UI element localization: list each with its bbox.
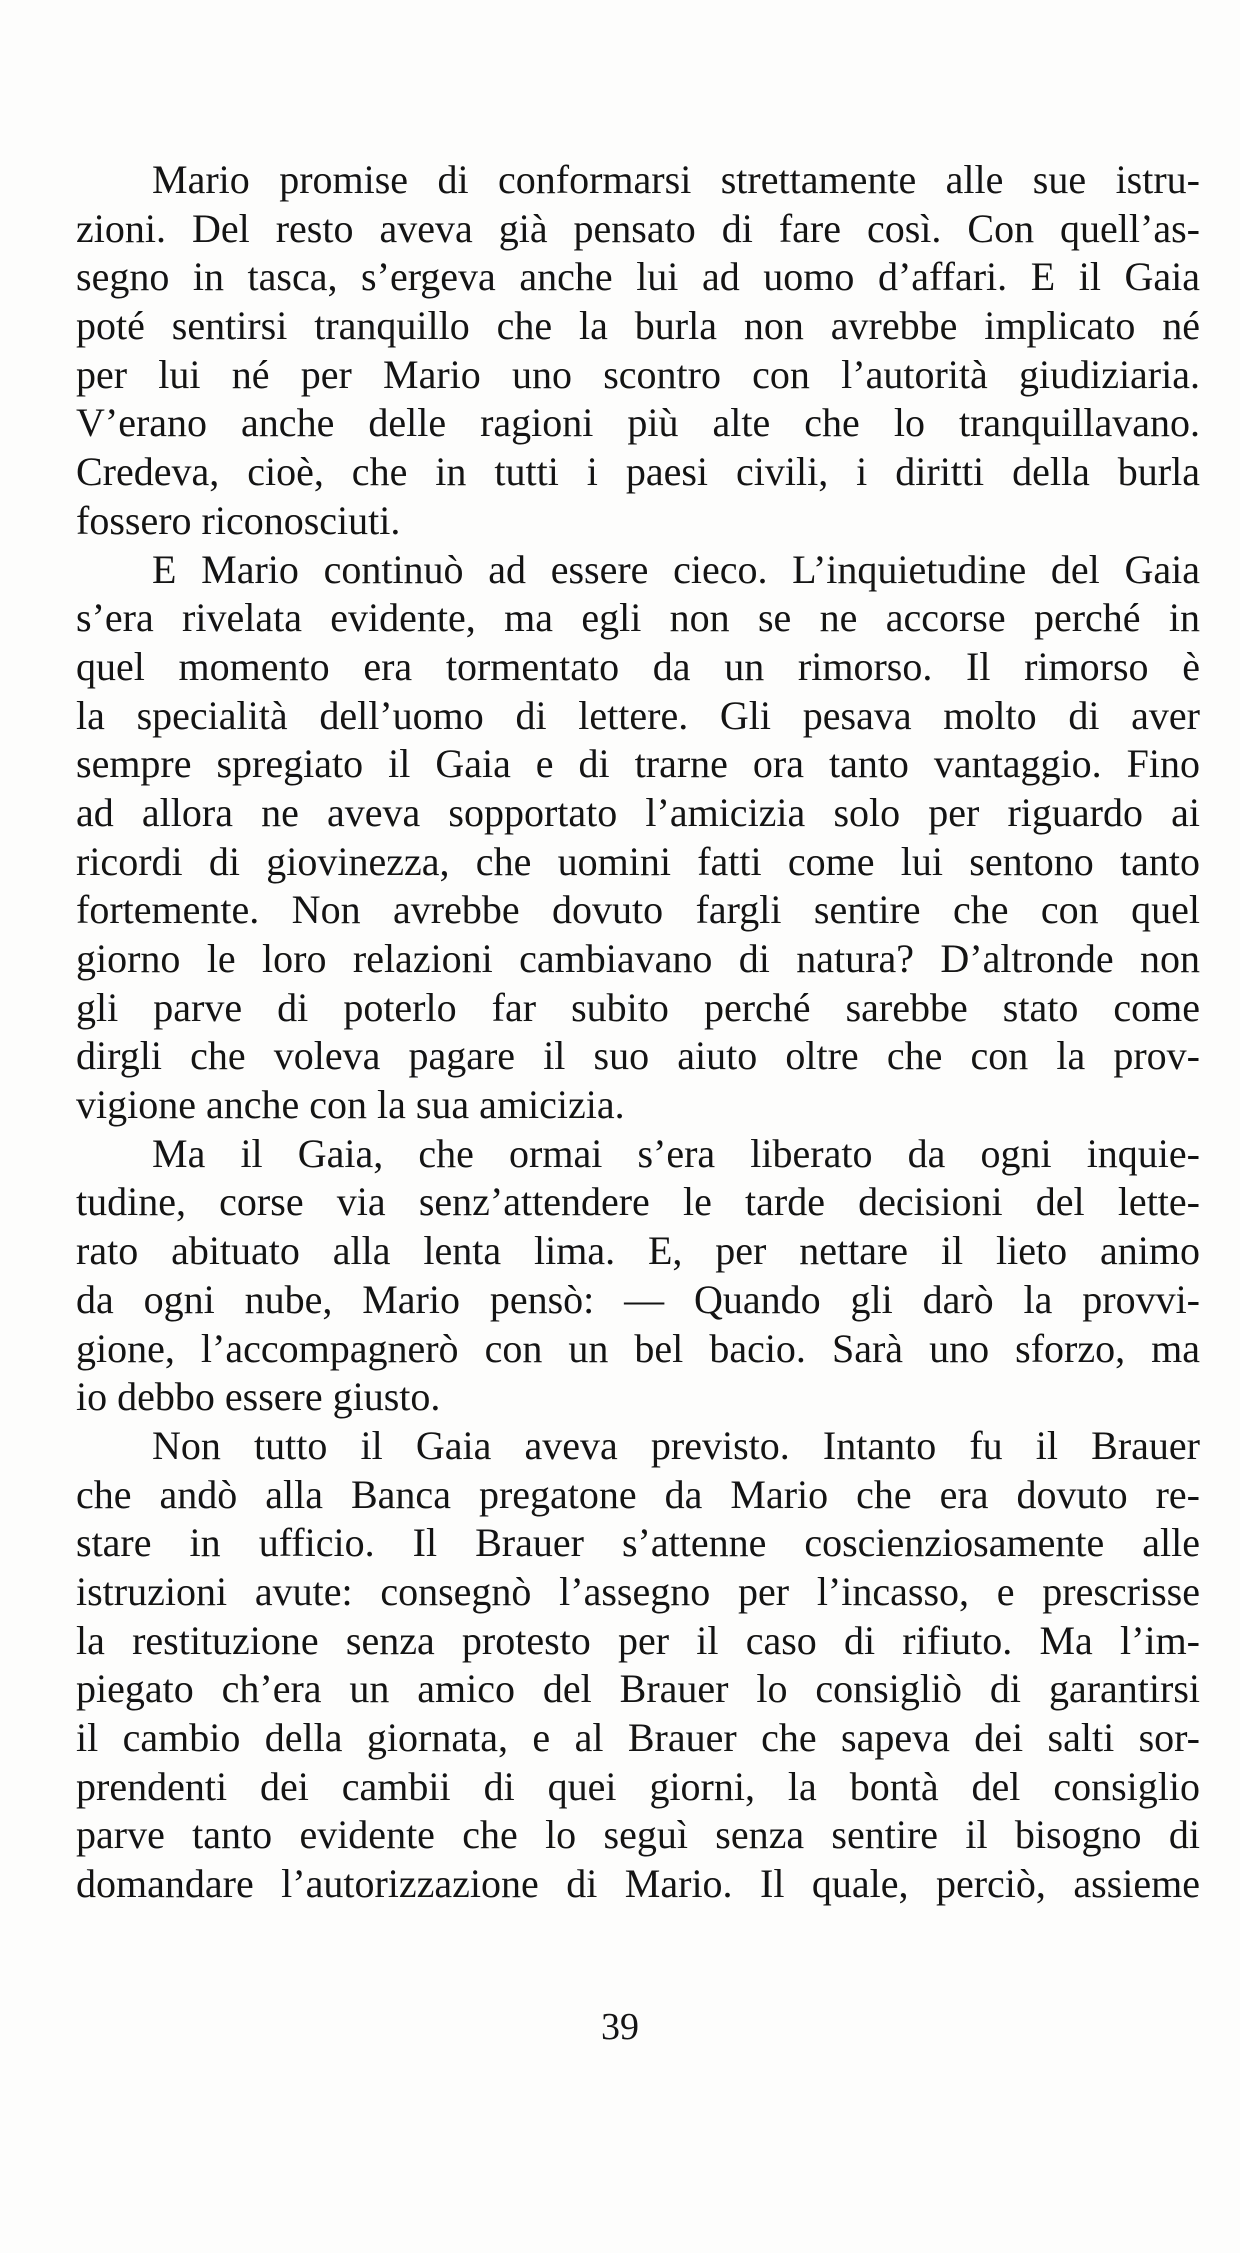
text-line: s’era rivelata evidente, ma egli non se ne accorse perché in <box>76 595 1200 641</box>
text-line: sempre spregiato il Gaia e di trarne ora tanto vantaggio. Fino <box>76 741 1200 787</box>
text-line: Mario promise di conformarsi strettamente alle sue istru- <box>152 157 1200 202</box>
text-line: quel momento era tormentato da un rimorso. Il rimorso è <box>76 643 1200 689</box>
text-line: domandare l’autorizzazione di Mario. Il quale, perciò, assieme <box>76 1861 1200 1907</box>
text-line: dirgli che voleva pagare il suo aiuto oltre che con la prov- <box>76 1033 1200 1079</box>
text-line: Ma il Gaia, che ormai s’era liberato da ogni inquie- <box>152 1130 1200 1176</box>
text-line: ad allora ne aveva sopportato l’amicizia solo per riguardo ai <box>76 789 1200 835</box>
text-line: gli parve di poterlo far subito perché sarebbe stato come <box>76 984 1200 1030</box>
text-line: vigione anche con la sua amicizia. <box>76 1082 625 1128</box>
page-number: 39 <box>601 2006 639 2048</box>
text-line: piegato ch’era un amico del Brauer lo consigliò di garantirsi <box>76 1666 1200 1712</box>
text-line: segno in tasca, s’ergeva anche lui ad uomo d’affari. E il Gaia <box>76 254 1200 300</box>
text-line: istruzioni avute: consegnò l’assegno per l’incasso, e prescrisse <box>76 1568 1200 1614</box>
text-line: fortemente. Non avrebbe dovuto fargli sentire che con quel <box>76 887 1200 933</box>
text-line: V’erano anche delle ragioni più alte che lo tranquillavano. <box>76 400 1200 446</box>
text-line: Non tutto il Gaia aveva previsto. Intanto fu il Brauer <box>152 1422 1200 1468</box>
text-line: il cambio della giornata, e al Brauer che sapeva dei salti sor- <box>76 1715 1200 1760</box>
text-line: la specialità dell’uomo di lettere. Gli pesava molto di aver <box>76 692 1200 738</box>
text-line: gione, l’accompagnerò con un bel bacio. Sarà uno sforzo, ma <box>76 1325 1200 1371</box>
text-line: rato abituato alla lenta lima. E, per nettare il lieto animo <box>76 1228 1200 1274</box>
text-line: tudine, corse via senz’attendere le tarde decisioni del lette- <box>76 1179 1200 1225</box>
text-line: E Mario continuò ad essere cieco. L’inquietudine del Gaia <box>152 546 1200 592</box>
text-line: Credeva, cioè, che in tutti i paesi civili, i diritti della burla <box>76 449 1200 495</box>
text-line: fossero riconosciuti. <box>76 497 401 543</box>
text-line: ricordi di giovinezza, che uomini fatti come lui sentono tanto <box>76 838 1200 884</box>
text-line: stare in ufficio. Il Brauer s’attenne coscienziosamente alle <box>76 1520 1200 1566</box>
text-line: io debbo essere giusto. <box>76 1374 441 1420</box>
body-text <box>76 156 1200 1909</box>
text-line: giorno le loro relazioni cambiavano di natura? D’altronde non <box>76 936 1200 981</box>
text-line: poté sentirsi tranquillo che la burla non avrebbe implicato né <box>76 303 1200 349</box>
text-line: che andò alla Banca pregatone da Mario che era dovuto re- <box>76 1471 1200 1517</box>
text-line: prendenti dei cambii di quei giorni, la bontà del consiglio <box>76 1763 1200 1809</box>
text-line: zioni. Del resto aveva già pensato di fare così. Con quell’as- <box>76 205 1200 251</box>
text-line: per lui né per Mario uno scontro con l’autorità giudiziaria. <box>76 351 1200 397</box>
text-line: parve tanto evidente che lo seguì senza sentire il bisogno di <box>76 1812 1200 1858</box>
text-line: da ogni nube, Mario pensò: — Quando gli darò la provvi- <box>76 1276 1200 1322</box>
text-line: la restituzione senza protesto per il caso di rifiuto. Ma l’im- <box>76 1617 1200 1663</box>
